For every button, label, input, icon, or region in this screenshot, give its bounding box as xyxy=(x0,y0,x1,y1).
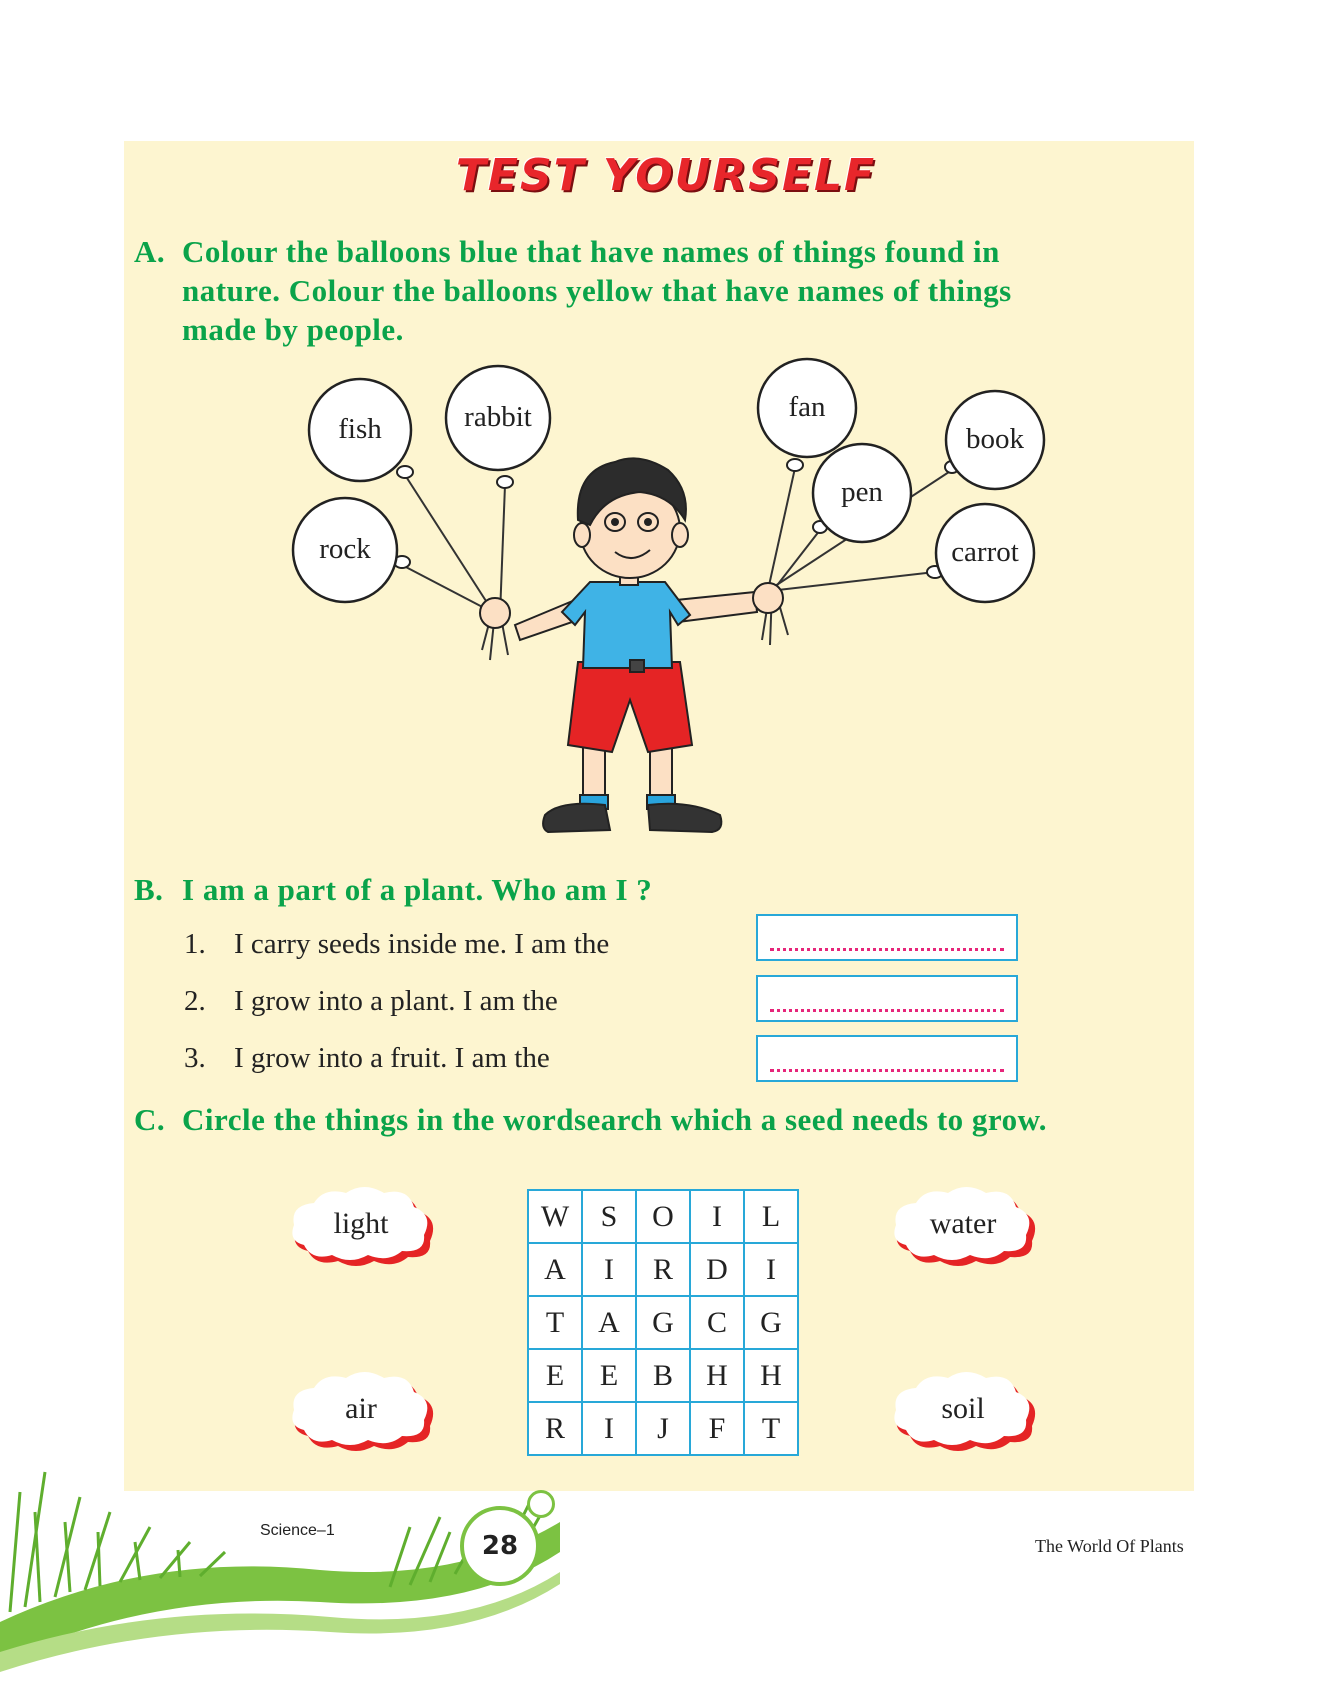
item-number: 3. xyxy=(184,1042,206,1074)
question-a-letter: A. xyxy=(134,234,166,269)
question-b-item xyxy=(184,985,558,1018)
grid-row xyxy=(528,1296,798,1349)
item-text: I grow into a fruit. I am the xyxy=(234,1042,550,1074)
grid-cell[interactable]: B xyxy=(636,1349,690,1402)
word-cloud-light xyxy=(286,1185,442,1269)
grid-cell[interactable]: F xyxy=(690,1402,744,1455)
cloud-word: light xyxy=(333,1207,389,1240)
page-number-bubble xyxy=(527,1490,555,1518)
question-a-line-3: made by people. xyxy=(182,312,404,347)
grid-cell[interactable]: E xyxy=(582,1349,636,1402)
question-a-line-1: Colour the balloons blue that have names of things found in xyxy=(182,234,1000,269)
balloon-label-book: book xyxy=(966,423,1024,455)
cloud-word: soil xyxy=(941,1392,985,1425)
grid-cell[interactable]: E xyxy=(528,1349,582,1402)
grid-cell[interactable]: A xyxy=(582,1296,636,1349)
grid-cell[interactable]: S xyxy=(582,1190,636,1243)
grid-cell[interactable]: J xyxy=(636,1402,690,1455)
grid-cell[interactable]: I xyxy=(582,1402,636,1455)
question-c-heading: Circle the things in the wordsearch which a seed needs to grow. xyxy=(182,1102,1048,1137)
balloon-label-fish: fish xyxy=(338,413,382,445)
grid-cell[interactable]: I xyxy=(744,1243,798,1296)
grid-cell[interactable]: H xyxy=(744,1349,798,1402)
grid-cell[interactable]: L xyxy=(744,1190,798,1243)
grid-cell[interactable]: A xyxy=(528,1243,582,1296)
grid-cell[interactable]: R xyxy=(636,1243,690,1296)
item-number: 1. xyxy=(184,928,206,960)
answer-dotted-line xyxy=(770,948,1004,951)
answer-box-1[interactable] xyxy=(756,914,1018,961)
grid-cell[interactable]: G xyxy=(744,1296,798,1349)
grid-cell[interactable]: W xyxy=(528,1190,582,1243)
grid-cell[interactable]: I xyxy=(690,1190,744,1243)
footer-book-name: Science–1 xyxy=(260,1522,335,1539)
grid-row xyxy=(528,1349,798,1402)
question-b-item xyxy=(184,1042,550,1075)
question-b-item xyxy=(184,928,609,961)
item-text: I grow into a plant. I am the xyxy=(234,985,558,1017)
balloon-label-rock: rock xyxy=(319,533,371,565)
balloon-label-fan: fan xyxy=(788,391,826,423)
answer-dotted-line xyxy=(770,1009,1004,1012)
answer-box-2[interactable] xyxy=(756,975,1018,1022)
cloud-word: air xyxy=(345,1392,377,1425)
answer-box-3[interactable] xyxy=(756,1035,1018,1082)
item-number: 2. xyxy=(184,985,206,1017)
grid-cell[interactable]: D xyxy=(690,1243,744,1296)
question-b xyxy=(134,870,652,909)
grid-cell[interactable]: O xyxy=(636,1190,690,1243)
grid-row xyxy=(528,1190,798,1243)
grid-cell[interactable]: T xyxy=(744,1402,798,1455)
grid-cell[interactable]: I xyxy=(582,1243,636,1296)
word-cloud-water xyxy=(888,1185,1044,1269)
question-a-line-2: nature. Colour the balloons yellow that have names of things xyxy=(182,273,1012,308)
word-cloud-soil xyxy=(888,1370,1044,1454)
item-text: I carry seeds inside me. I am the xyxy=(234,928,610,960)
grid-cell[interactable]: G xyxy=(636,1296,690,1349)
grid-cell[interactable]: T xyxy=(528,1296,582,1349)
balloon-label-carrot: carrot xyxy=(951,536,1019,568)
answer-dotted-line xyxy=(770,1069,1004,1072)
grid-cell[interactable]: C xyxy=(690,1296,744,1349)
page-number: 28 xyxy=(460,1506,540,1586)
balloon-label-pen: pen xyxy=(841,476,883,508)
grid-cell[interactable]: H xyxy=(690,1349,744,1402)
question-b-heading: I am a part of a plant. Who am I ? xyxy=(182,872,653,907)
grid-cell[interactable]: R xyxy=(528,1402,582,1455)
question-b-letter: B. xyxy=(134,872,164,907)
page-title: TEST YOURSELF xyxy=(455,150,877,201)
question-c xyxy=(134,1100,1047,1139)
grid-row xyxy=(528,1243,798,1296)
footer-chapter-name: The World Of Plants xyxy=(1035,1536,1184,1556)
question-c-letter: C. xyxy=(134,1102,166,1137)
balloon-label-rabbit: rabbit xyxy=(464,401,532,433)
cloud-word: water xyxy=(929,1207,997,1240)
